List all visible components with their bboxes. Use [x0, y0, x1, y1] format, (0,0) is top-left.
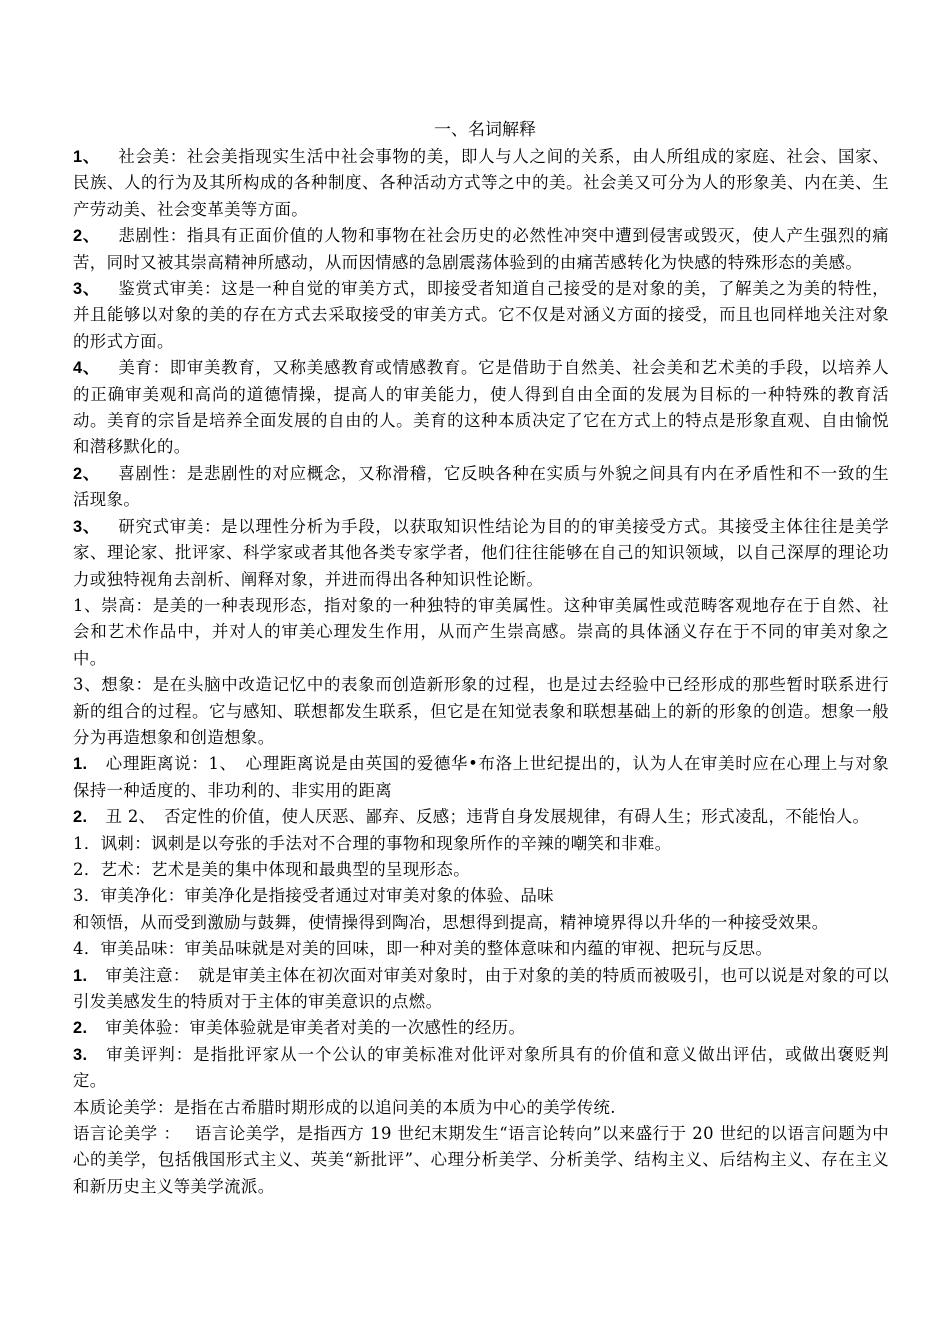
term-entry — [73, 461, 889, 514]
term-number: 3、 — [73, 280, 100, 299]
term-entry — [73, 936, 889, 962]
term-list — [73, 144, 889, 1200]
term-number: 2、 — [73, 464, 100, 483]
term-entry — [73, 593, 889, 672]
term-entry — [73, 751, 889, 804]
term-text: 研究式审美：是以理性分析为手段，以获取知识性结论为目的的审美接受方式。其接受主体往往是美学家、理论家、批评家、科学家或者其他各类专家学者，他们往往能够在自己的知识领域，以自己深厚的理论功力或独特视角去剖析、阐释对象，并进而得出各种知识性论断。 — [73, 516, 889, 589]
term-number: 4、 — [73, 359, 100, 378]
term-text: 审美评判：是指批评家从一个公认的审美标准对仳评对象所具有的价值和意义做出评估，或做出褒贬判定。 — [73, 1044, 889, 1091]
term-entry — [73, 514, 889, 593]
term-text: 语言论美学 ： 语言论美学，是指西方 19 世纪末期发生“语言论转向”以来盛行于 20 世纪的以语言问题为中心的美学，包括俄国形式主义、英美“新批评”、心理分析美学、分析美学、结构主义、后结构主义、存在主义和新历史主义等美学流派。 — [73, 1124, 889, 1196]
term-entry — [73, 223, 889, 276]
term-text: 和领悟，从而受到激励与鼓舞，使情操得到陶冶，思想得到提高，精神境界得以升华的一种接受效果。 — [73, 912, 829, 932]
term-entry — [73, 857, 889, 883]
term-text: 社会美：社会美指现实生活中社会事物的美，即人与人之间的关系，由人所组成的家庭、社会、国家、民族、人的行为及其所构成的各种制度、各种活动方式等之中的美。社会美又可分为人的形象美、内在美、生产劳动美、社会变革美等方面。 — [73, 147, 889, 219]
term-number: 1、 — [73, 148, 100, 166]
term-number: 3、 — [73, 517, 100, 536]
term-entry — [73, 1042, 889, 1095]
term-entry — [73, 804, 889, 830]
term-text: 1、崇高：是美的一种表现形态，指对象的一种独特的审美属性。这种审美属性或范畴客观地存在于自然、社会和艺术作品中，并对人的审美心理发生作用，从而产生崇高感。崇高的具体涵义存在于不同的审美对象之中。 — [73, 595, 889, 668]
term-entry — [73, 831, 889, 857]
term-text: 1．讽刺：讽刺是以夸张的手法对不合理的事物和现象所作的辛辣的嘲笑和非难。 — [73, 833, 672, 853]
term-text: 审美体验：审美体验就是审美者对美的一次感性的经历。 — [105, 1018, 526, 1038]
term-number: 1. — [73, 966, 88, 985]
term-entry — [73, 355, 889, 461]
term-entry — [73, 1015, 889, 1041]
term-text: 鉴赏式审美：这是一种自觉的审美方式，即接受者知道自己接受的是对象的美，了解美之为美的特性，并且能够以对象的美的存在方式去采取接受的审美方式。它不仅是对涵义方面的接受，而且也同样地关注对象的形式方面。 — [73, 279, 889, 351]
term-entry — [73, 672, 889, 751]
term-text: 丑 2、 否定性的价值，使人厌恶、鄙弃、反感；违背自身发展规律，有碍人生；形式凌乱，不能怡人。 — [105, 807, 870, 827]
term-text: 2．艺术：艺术是美的集中体现和最典型的呈现形态。 — [73, 859, 471, 879]
term-text: 4．审美品味：审美品味就是对美的回味，即一种对美的整体意味和内蕴的审视、把玩与反思。 — [73, 939, 773, 959]
page-title: 一、名词解释 — [434, 120, 536, 140]
term-entry — [73, 1095, 889, 1121]
term-entry — [73, 1121, 889, 1200]
term-entry — [73, 910, 889, 936]
term-entry — [73, 883, 889, 909]
term-number: 3. — [73, 1045, 88, 1064]
term-text: 悲剧性：指具有正面价值的人物和事物在社会历史的必然性冲突中遭到侵害或毁灭，使人产生强烈的痛苦，同时又被其崇高精神所感动，从而因情感的急剧震荡体验到的由痛苦感转化为快感的特殊形态的美感。 — [73, 226, 889, 272]
term-text: 心理距离说：1、 心理距离说是由英国的爱德华•布洛上世纪提出的，认为人在审美时应在心理上与对象保持一种适度的、非功利的、非实用的距离 — [73, 754, 889, 800]
term-entry — [73, 276, 889, 355]
term-text: 3．审美净化：审美净化是指接受者通过对审美对象的体验、品味 — [73, 886, 554, 906]
term-text: 审美注意： 就是审美主体在初次面对审美对象时，由于对象的美的特质而被吸引，也可以说是对象的可以引发美感发生的特质对于主体的审美意识的点燃。 — [73, 965, 889, 1011]
term-number: 1. — [73, 755, 88, 774]
term-number: 2、 — [73, 227, 100, 246]
term-entry — [73, 963, 889, 1016]
term-entry — [73, 144, 889, 223]
term-text: 3、想象：是在头脑中改造记忆中的表象而创造新形象的过程，也是过去经验中已经形成的那些暂时联系进行新的组合的过程。它与感知、联想都发生联系，但它是在知觉表象和联想基础上的新的形象的创造。想象一般分为再造想象和创造想象。 — [73, 675, 889, 747]
term-number: 2. — [73, 808, 88, 827]
document-page — [73, 117, 889, 1200]
term-number: 2. — [73, 1019, 88, 1038]
term-text: 美育：即审美教育，又称美感教育或情感教育。它是借助于自然美、社会美和艺术美的手段，以培养人的正确审美观和高尚的道德情操，提高人的审美能力，使人得到自由全面的发展为目标的一种特殊的教育活动。美育的宗旨是培养全面发展的自由的人。美育的这种本质决定了它在方式上的特点是形象直观、自由愉悦和潜移默化的。 — [73, 358, 889, 457]
term-text: 喜剧性：是悲剧性的对应概念，又称滑稽，它反映各种在实质与外貌之间具有内在矛盾性和不一致的生活现象。 — [73, 463, 889, 510]
term-text: 本质论美学：是指在古希腊时期形成的以追问美的本质为中心的美学传统. — [73, 1097, 616, 1117]
